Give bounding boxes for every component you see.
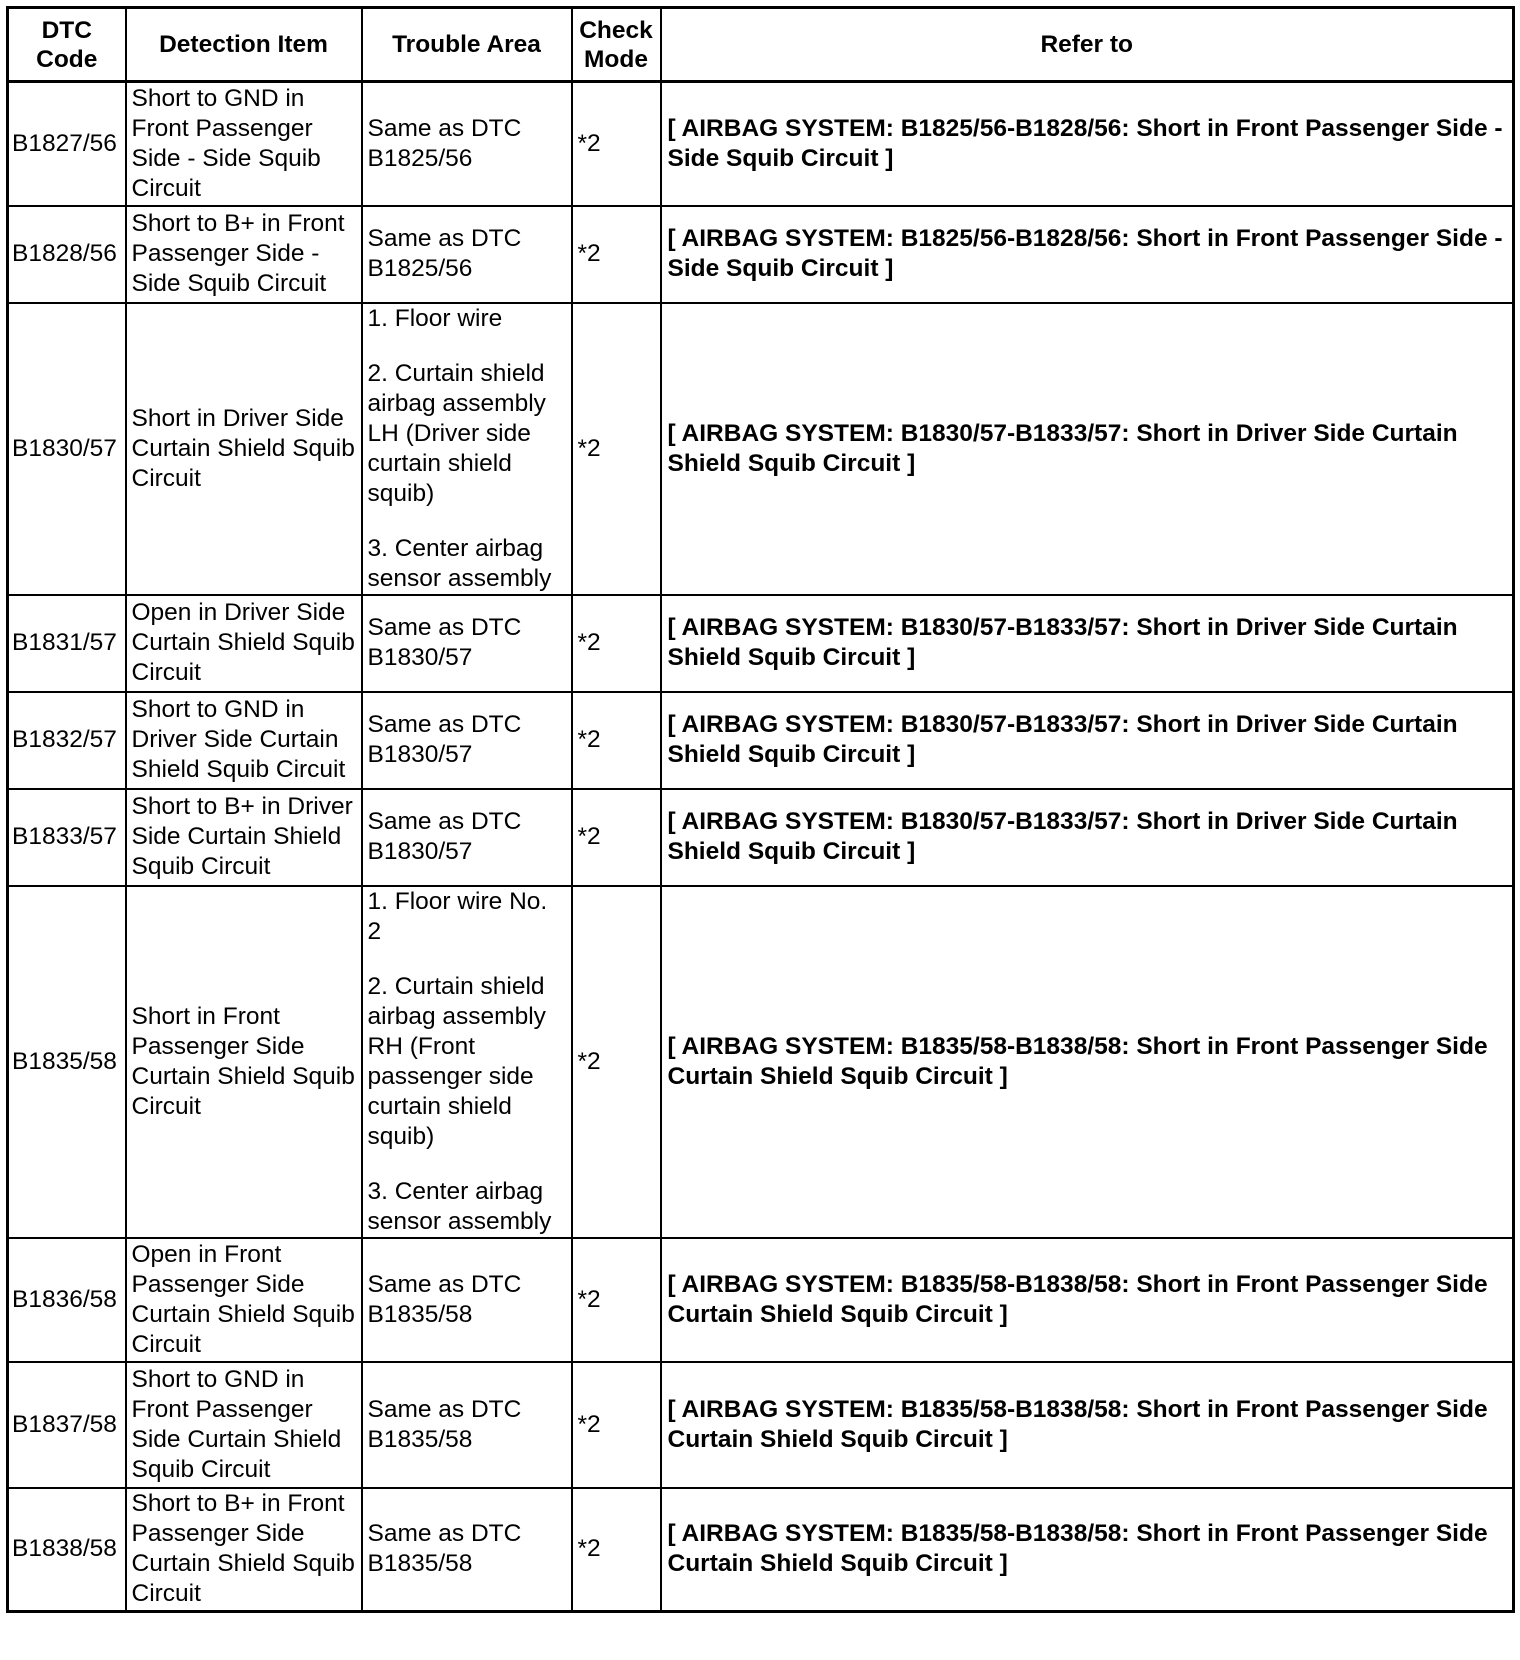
check-mode-cell: *2 (572, 789, 661, 886)
detection-item-cell: Short to GND in Driver Side Curtain Shield Squib Circuit (126, 692, 362, 789)
refer-to-cell: [ AIRBAG SYSTEM: B1830/57-B1833/57: Short in Driver Side Curtain Shield Squib Circuit ] (661, 595, 1514, 692)
refer-to-cell: [ AIRBAG SYSTEM: B1835/58-B1838/58: Short in Front Passenger Side Curtain Shield Squib Circuit ] (661, 1238, 1514, 1362)
dtc-code-cell: B1836/58 (8, 1238, 126, 1362)
trouble-area-item: 1. Floor wire No. 2 (367, 887, 548, 945)
dtc-code-cell: B1833/57 (8, 789, 126, 886)
dtc-code-cell: B1827/56 (8, 82, 126, 206)
refer-to-cell: [ AIRBAG SYSTEM: B1835/58-B1838/58: Short in Front Passenger Side Curtain Shield Squib Circuit ] (661, 886, 1514, 1238)
dtc-code-cell: B1838/58 (8, 1488, 126, 1612)
trouble-area-cell (362, 789, 572, 886)
check-mode-cell: *2 (572, 303, 661, 595)
trouble-area-item: Same as DTC B1835/58 (367, 1270, 522, 1328)
trouble-area-item: Same as DTC B1830/57 (367, 614, 522, 671)
trouble-area-item: Same as DTC B1830/57 (367, 808, 522, 865)
detection-item-cell: Short in Front Passenger Side Curtain Shield Squib Circuit (126, 886, 362, 1238)
trouble-area-cell (362, 595, 572, 692)
detection-item-cell: Open in Front Passenger Side Curtain Shield Squib Circuit (126, 1238, 362, 1362)
refer-to-cell: [ AIRBAG SYSTEM: B1825/56-B1828/56: Short in Front Passenger Side - Side Squib Circuit ] (661, 82, 1514, 206)
refer-to-cell: [ AIRBAG SYSTEM: B1830/57-B1833/57: Short in Driver Side Curtain Shield Squib Circuit ] (661, 303, 1514, 595)
header-row (8, 8, 1514, 82)
detection-item-cell: Short to B+ in Front Passenger Side - Side Squib Circuit (126, 206, 362, 303)
trouble-area-item: Same as DTC B1830/57 (367, 711, 522, 768)
trouble-area-cell (362, 206, 572, 303)
detection-item-cell: Short in Driver Side Curtain Shield Squib Circuit (126, 303, 362, 595)
check-mode-cell: *2 (572, 1362, 661, 1488)
table-row (8, 692, 1514, 789)
table-header (8, 8, 1514, 82)
trouble-area-cell (362, 303, 572, 595)
trouble-area-cell (362, 1488, 572, 1612)
trouble-area-cell (362, 692, 572, 789)
table-row (8, 1488, 1514, 1612)
detection-item-cell: Short to GND in Front Passenger Side Curtain Shield Squib Circuit (126, 1362, 362, 1488)
header-trouble-area: Trouble Area (362, 8, 572, 82)
table-row (8, 82, 1514, 206)
trouble-area-item: 2. Curtain shield airbag assembly RH (Front passenger side curtain shield squib) (367, 972, 546, 1150)
header-detection-item: Detection Item (126, 8, 362, 82)
refer-to-cell: [ AIRBAG SYSTEM: B1835/58-B1838/58: Short in Front Passenger Side Curtain Shield Squib Circuit ] (661, 1488, 1514, 1612)
dtc-code-cell: B1831/57 (8, 595, 126, 692)
refer-to-cell: [ AIRBAG SYSTEM: B1830/57-B1833/57: Short in Driver Side Curtain Shield Squib Circuit ] (661, 692, 1514, 789)
trouble-area-cell (362, 1238, 572, 1362)
check-mode-cell: *2 (572, 692, 661, 789)
refer-to-cell: [ AIRBAG SYSTEM: B1830/57-B1833/57: Short in Driver Side Curtain Shield Squib Circuit ] (661, 789, 1514, 886)
trouble-area-item: 3. Center airbag sensor assembly (367, 534, 552, 592)
trouble-area-item: 2. Curtain shield airbag assembly LH (Driver side curtain shield squib) (367, 359, 546, 507)
trouble-area-item: Same as DTC B1825/56 (367, 114, 522, 172)
dtc-code-cell: B1832/57 (8, 692, 126, 789)
table-row (8, 789, 1514, 886)
refer-to-cell: [ AIRBAG SYSTEM: B1825/56-B1828/56: Short in Front Passenger Side - Side Squib Circuit ] (661, 206, 1514, 303)
dtc-code-cell: B1828/56 (8, 206, 126, 303)
header-check-mode: Check Mode (572, 8, 661, 82)
trouble-area-item: Same as DTC B1835/58 (367, 1520, 522, 1578)
table-row (8, 206, 1514, 303)
check-mode-cell: *2 (572, 1238, 661, 1362)
check-mode-cell: *2 (572, 206, 661, 303)
trouble-area-cell (362, 1362, 572, 1488)
trouble-area-item: Same as DTC B1835/58 (367, 1395, 522, 1453)
check-mode-cell: *2 (572, 595, 661, 692)
trouble-area-item: 3. Center airbag sensor assembly (367, 1177, 552, 1235)
check-mode-cell: *2 (572, 1488, 661, 1612)
trouble-area-cell (362, 82, 572, 206)
check-mode-cell: *2 (572, 886, 661, 1238)
trouble-area-item: Same as DTC B1825/56 (367, 225, 522, 282)
trouble-area-cell (362, 886, 572, 1238)
detection-item-cell: Short to GND in Front Passenger Side - Side Squib Circuit (126, 82, 362, 206)
table-row (8, 595, 1514, 692)
refer-to-cell: [ AIRBAG SYSTEM: B1835/58-B1838/58: Short in Front Passenger Side Curtain Shield Squib Circuit ] (661, 1362, 1514, 1488)
dtc-code-cell: B1837/58 (8, 1362, 126, 1488)
dtc-code-cell: B1830/57 (8, 303, 126, 595)
table-row (8, 886, 1514, 1238)
header-dtc-code: DTC Code (8, 8, 126, 82)
detection-item-cell: Short to B+ in Front Passenger Side Curtain Shield Squib Circuit (126, 1488, 362, 1612)
dtc-code-cell: B1835/58 (8, 886, 126, 1238)
table-row (8, 303, 1514, 595)
trouble-area-item: 1. Floor wire (367, 304, 503, 332)
table-row (8, 1362, 1514, 1488)
header-refer-to: Refer to (661, 8, 1514, 82)
table-body (8, 82, 1514, 1612)
detection-item-cell: Open in Driver Side Curtain Shield Squib Circuit (126, 595, 362, 692)
dtc-table (6, 6, 1515, 1613)
table-row (8, 1238, 1514, 1362)
check-mode-cell: *2 (572, 82, 661, 206)
detection-item-cell: Short to B+ in Driver Side Curtain Shield Squib Circuit (126, 789, 362, 886)
